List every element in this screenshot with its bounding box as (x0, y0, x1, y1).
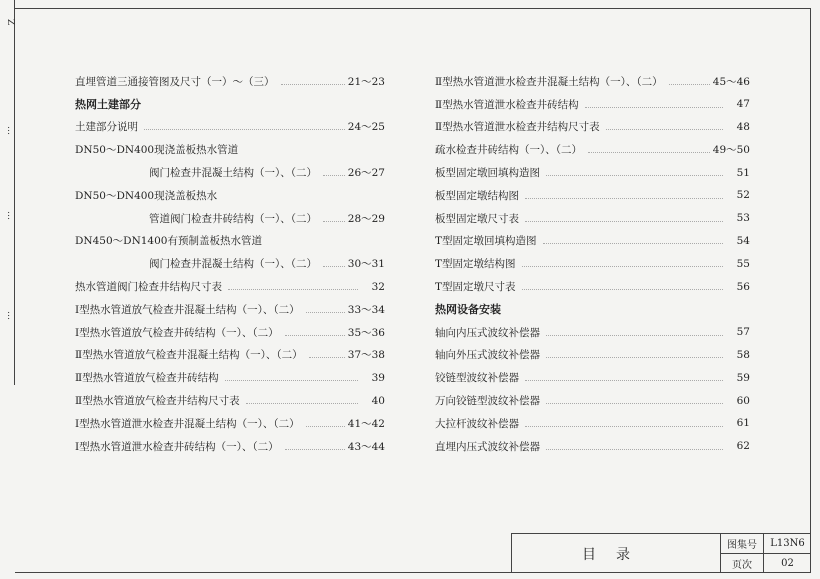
strip-cell: Z (5, 18, 15, 26)
toc-entry (75, 230, 385, 253)
toc-entry (435, 161, 750, 184)
toc-entry (75, 161, 385, 184)
toc-entry-page: 61 (736, 417, 750, 430)
atlas-number-label: 图集号 (721, 534, 764, 554)
dot-leader (525, 220, 723, 222)
toc-entry (75, 184, 385, 207)
toc-entry-page: 59 (736, 371, 750, 384)
dot-leader (546, 334, 723, 336)
toc-entry (75, 116, 385, 139)
toc-entry-title: Ⅱ型热水管道泄水检查井结构尺寸表 (435, 121, 600, 134)
toc-entry-page: 37～38 (347, 349, 385, 362)
dot-leader (669, 83, 710, 85)
toc-entry-title: 板型固定墩结构图 (435, 189, 519, 202)
toc-entry (435, 207, 750, 230)
toc-entry (75, 412, 385, 435)
toc-entry (75, 298, 385, 321)
dot-leader (306, 311, 345, 313)
toc-entry-page: 40 (371, 394, 385, 407)
dot-leader (543, 242, 723, 244)
toc-entry (75, 344, 385, 367)
toc-entry-title: 阀门检查井混凝土结构（一）、（二） (149, 258, 317, 271)
atlas-number-value: L13N6 (764, 534, 811, 554)
toc-entry-title: 管道阀门检查井砖结构（一）、（二） (149, 212, 317, 225)
toc-entry-page: 35～36 (347, 326, 385, 339)
toc-entry (435, 275, 750, 298)
toc-entry-title: DN50～DN400现浇盖板热水管道 (75, 144, 239, 157)
strip-cell: … (5, 210, 15, 220)
toc-entry (435, 435, 750, 458)
toc-entry (435, 93, 750, 116)
dot-leader (546, 402, 723, 404)
toc-entry-title: 轴向外压式波纹补偿器 (435, 349, 540, 362)
toc-section-heading (435, 298, 750, 321)
toc-entry-page: 43～44 (347, 440, 385, 453)
toc-entry-title: 热水管道阀门检查井结构尺寸表 (75, 281, 222, 294)
toc-entry-page: 60 (736, 394, 750, 407)
toc-entry-title: T型固定墩回填构造图 (435, 235, 537, 248)
toc-entry-title: 阀门检查井混凝土结构（一）、（二） (149, 167, 317, 180)
toc-entry-title: 土建部分说明 (75, 121, 138, 134)
page-number-value: 02 (781, 558, 794, 569)
toc-entry-page: 45～46 (712, 75, 750, 88)
title-block (511, 533, 811, 573)
dot-leader (306, 425, 345, 427)
toc-entry-page: 52 (736, 189, 750, 202)
toc-entry-page: 49～50 (712, 144, 750, 157)
toc-entry-page: 51 (736, 166, 750, 179)
toc-entry-title: 轴向内压式波纹补偿器 (435, 326, 540, 339)
dot-leader (525, 379, 723, 381)
dot-leader (525, 425, 723, 427)
toc-entry-page: 28～29 (347, 212, 385, 225)
toc-entry (75, 138, 385, 161)
toc-entry (435, 138, 750, 161)
toc-entry-title: 直埋管道三通接管图及尺寸（一）～（三） (75, 75, 275, 88)
dot-leader (323, 220, 345, 222)
toc-entry-title: Ⅱ型热水管道放气检查井结构尺寸表 (75, 395, 240, 408)
toc-entry-title: 热网设备安装 (435, 303, 501, 317)
title-block-title: 目录 (512, 534, 721, 573)
toc-entry-title: 板型固定墩尺寸表 (435, 212, 519, 225)
toc-entry-title: 热网土建部分 (75, 98, 141, 112)
dot-leader (281, 83, 345, 85)
dot-leader (323, 174, 345, 176)
toc-entry (75, 275, 385, 298)
toc-entry (435, 344, 750, 367)
toc-right-column (435, 70, 750, 458)
toc-entry (435, 230, 750, 253)
dot-leader (225, 379, 358, 381)
toc-entry-page: 32 (371, 280, 385, 293)
toc-entry (75, 321, 385, 344)
toc-entry (75, 366, 385, 389)
toc-entry-page: 24～25 (347, 121, 385, 134)
toc-entry (435, 116, 750, 139)
toc-entry-title: 疏水检查井砖结构（一）、（二） (435, 144, 582, 157)
toc-entry-title: DN450～DN1400有预制盖板热水管道 (75, 235, 262, 248)
toc-entry-title: 大拉杆波纹补偿器 (435, 417, 519, 430)
toc-entry (435, 184, 750, 207)
toc-entry (75, 207, 385, 230)
toc-entry-page: 39 (371, 371, 385, 384)
toc-entry-title: Ⅱ型热水管道放气检查井砖结构 (75, 372, 219, 385)
page-number-label: 页次 (721, 554, 764, 573)
dot-leader (606, 128, 723, 130)
toc-entry-page: 57 (736, 326, 750, 339)
toc-entry-page: 54 (736, 234, 750, 247)
toc-entry-title: 铰链型波纹补偿器 (435, 372, 519, 385)
toc-entry-title: Ⅰ型热水管道泄水检查井砖结构（一）、（二） (75, 440, 279, 453)
strip-cell: … (5, 125, 15, 135)
toc-entry-title: T型固定墩尺寸表 (435, 281, 516, 294)
dot-leader (323, 265, 345, 267)
dot-leader (285, 334, 345, 336)
toc-entry-page: 30～31 (347, 258, 385, 271)
toc-entry-page: 58 (736, 348, 750, 361)
dot-leader (228, 288, 358, 290)
toc-entry-page: 55 (736, 257, 750, 270)
toc-entry (435, 70, 750, 93)
toc-entry-title: DN50～DN400现浇盖板热水 (75, 189, 218, 202)
toc-entry-page: 41～42 (347, 417, 385, 430)
binding-strip (0, 0, 15, 385)
toc-entry-title: Ⅰ型热水管道放气检查井砖结构（一）、（二） (75, 326, 279, 339)
dot-leader (546, 174, 723, 176)
toc-entry-title: Ⅱ型热水管道放气检查井混凝土结构（一）、（二） (75, 349, 303, 362)
toc-entry (75, 252, 385, 275)
toc-entry-page: 21～23 (347, 75, 385, 88)
toc-entry-title: 万向铰链型波纹补偿器 (435, 395, 540, 408)
toc-entry (75, 389, 385, 412)
toc-entry-page: 62 (736, 440, 750, 453)
toc-entry (75, 435, 385, 458)
toc-entry-title: Ⅰ型热水管道泄水检查井混凝土结构（一）、（二） (75, 417, 300, 430)
toc-entry-page: 47 (736, 98, 750, 111)
toc-left-column (75, 70, 385, 458)
dot-leader (246, 402, 358, 404)
toc-entry-page: 56 (736, 280, 750, 293)
toc-entry-title: Ⅱ型热水管道泄水检查井砖结构 (435, 98, 579, 111)
dot-leader (309, 356, 345, 358)
toc-entry-page: 48 (736, 120, 750, 133)
toc-entry (75, 70, 385, 93)
toc-section-heading (75, 93, 385, 116)
dot-leader (585, 106, 723, 108)
dot-leader (546, 448, 723, 450)
dot-leader (588, 151, 710, 153)
dot-leader (525, 197, 723, 199)
toc-entry (435, 366, 750, 389)
toc-entry-title: Ⅱ型热水管道泄水检查井混凝土结构（一）、（二） (435, 75, 663, 88)
toc-entry (435, 252, 750, 275)
toc-entry-title: 板型固定墩回填构造图 (435, 167, 540, 180)
toc-entry-page: 53 (736, 212, 750, 225)
dot-leader (546, 356, 723, 358)
toc-entry-page: 33～34 (347, 303, 385, 316)
dot-leader (522, 288, 723, 290)
toc-entry (435, 389, 750, 412)
dot-leader (144, 128, 345, 130)
strip-cell: … (5, 310, 15, 320)
dot-leader (522, 265, 723, 267)
toc-entry (435, 412, 750, 435)
dot-leader (285, 448, 345, 450)
toc-entry-page: 26～27 (347, 167, 385, 180)
toc-entry-title: Ⅰ型热水管道放气检查井混凝土结构（一）、（二） (75, 303, 300, 316)
toc-entry-title: T型固定墩结构图 (435, 258, 516, 271)
toc-entry-title: 直埋内压式波纹补偿器 (435, 440, 540, 453)
toc-entry (435, 321, 750, 344)
